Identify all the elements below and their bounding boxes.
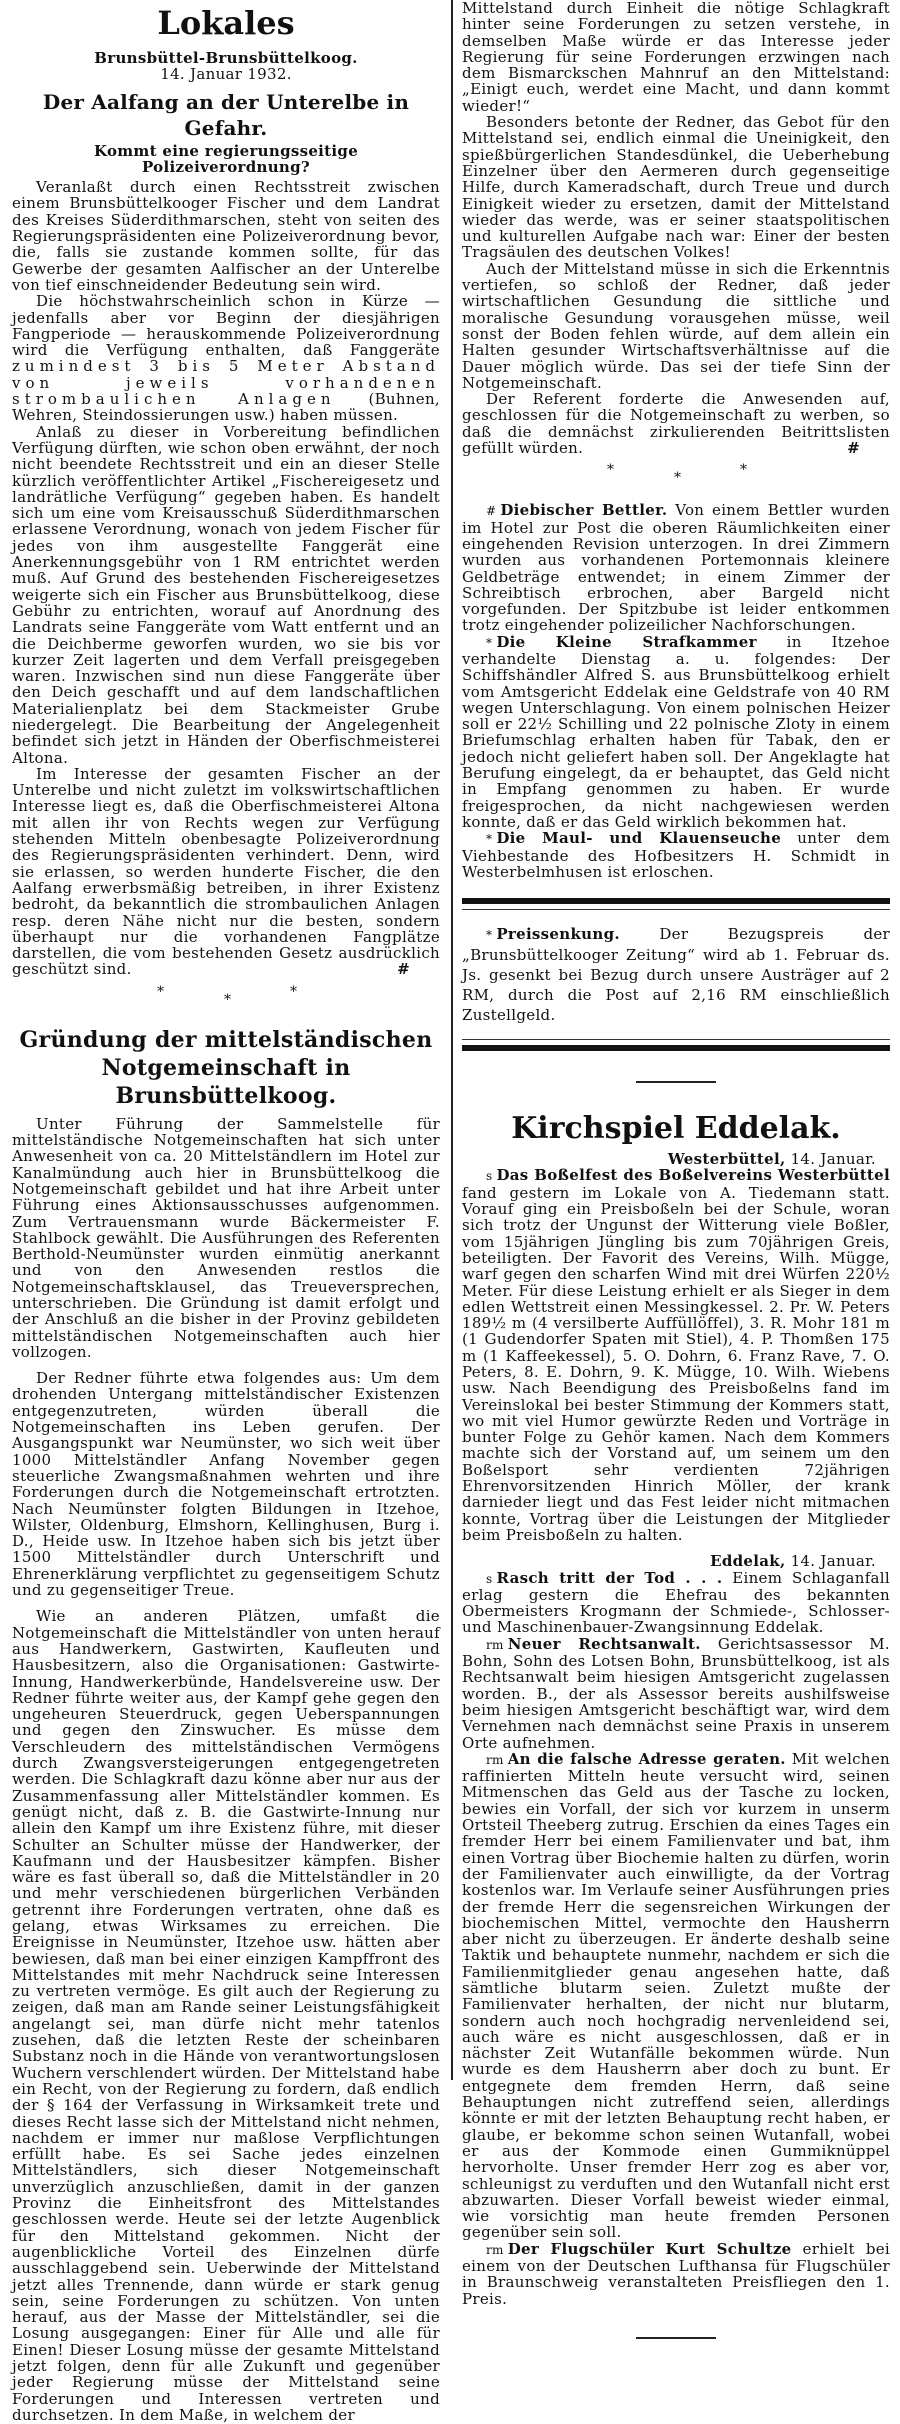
item-text: unter dem Viehbestande des Hofbesitzers H. Schmidt in Westerbelmhusen ist erloschen. <box>462 829 890 881</box>
article-aalfang <box>12 89 440 978</box>
notice-box <box>462 898 890 1051</box>
paragraph <box>12 766 440 978</box>
item-title: Die Kleine Strafkammer <box>496 632 757 651</box>
text: Die höchstwahrscheinlich schon in Kürze — jedenfalls aber vor Beginn der diesjährigen Fangperiode — herauskommende Polizeiverordnung wird die Verfügung enthalten, daß Fanggeräte <box>12 292 440 360</box>
subheadline: Kommt eine regierungsseitige Polizeiverordnung? <box>93 141 359 176</box>
paragraph <box>12 293 440 423</box>
dateline <box>462 1553 876 1569</box>
paragraph: Unter Führung der Sammelstelle für mittelständische Notgemeinschaften hat sich unter Anwesenheit von ca. 20 Mittelständlern im Hotel zur Kanalmündung auch hier in Brunsbüttelkoog die Notgemeinschaft gebildet und hat ihre Arbeit unter Führung eines Aktionsausschusses aufgenommen. Zum Vertrauensmann wurde Bäckermeister F. Stahlbock gewählt. Die Ausführungen des Referenten Berthold-Neumünster wurden einmütig anerkannt und von den Anwesenden restlos die Notgemeinschaftsklausel, das Treueversprechen, unterschrieben. Die Gründung ist damit erfolgt und der Anschluß an die bisher in der Provinz gebildeten mittelständischen Notgemeinschaften auch hier vollzogen. <box>12 1114 440 1361</box>
author-mark: # <box>847 439 860 458</box>
rule <box>462 909 890 910</box>
news-item <box>462 1751 890 2241</box>
rule <box>462 898 890 904</box>
rule <box>462 1039 890 1040</box>
item-mark: * <box>486 832 493 847</box>
item-text: Gerichtsassessor M. Bohn, Sohn des Lotsen Bohn, Brunsbüttelkoog, ist als Rechtsanwalt beim hiesigen Amtsgericht zugelassen worden. B., der als Assessor bereits aushilfsweise beim hiesigen Amtsgericht beschäftigt war, wird dem Vernehmen nach demnächst seine Praxis in unserem Orte aufnehmen. <box>462 1634 890 1752</box>
asterisk: * <box>740 462 748 479</box>
news-item <box>462 634 890 831</box>
item-title: Neuer Rechtsanwalt. <box>507 1634 701 1653</box>
item-mark: s <box>486 1169 493 1184</box>
item-title: Der Flugschüler Kurt Schultze <box>507 2239 792 2258</box>
section-eddelak <box>462 1111 890 2307</box>
notice <box>462 924 890 1025</box>
item-text: fand gestern im Lokale von A. Tiedemann statt. Vorauf ging ein Preisboßeln bei der Schule, woran sich trotz der Ungunst der Witterung viele Boßler, vom 15jährigen Jüngling bis zum 70jährigen Greis, beteiligten. Der Favorit des Vereins, Wilh. Mügge, warf gegen den scharfen Wind mit drei Würfen 220½ Meter. Für diese Leistung erhielt er als Sieger in dem edlen Wettstreit einen Messingkessel. 2. Pr. W. Peters 189½ m (4 versilberte Auffüllöffel), 3. R. Mohr 181 m (1 Gudendorfer Spaten mit Stiel), 4. P. Thomßen 175 m (1 Kaffeekessel), 5. O. Dohrn, 6. Franz Rave, 7. O. Peters, 8. E. Dohrn, 9. K. Mügge, 10. Wilh. Wiebens usw. Nach Beendigung des Preisboßelns fand im Vereinslokal bei bester Stimmung der Kommers statt, wo mit viel Humor gewürzte Reden und Vorträge in bunter Folge zu Gehör kamen. Nach dem Kommers machte sich der Vorstand auf, um seinem um den Boßelsport sehr verdienten 72jährigen Ehrenvorsitzenden Hinrich Möller, der krank darnieder liegt und das Fest leider nicht mitmachen konnte, Vortrag über die Leistungen der Mitglieder beim Preisboßeln zu halten. <box>462 1183 890 1544</box>
item-title: Diebischer Bettler. <box>500 501 668 520</box>
paragraph: Veranlaßt durch einen Rechtsstreit zwischen einem Brunsbüttelkooger Fischer und dem Landrat des Kreises Süderdithmarschen, steht von seiten des Regierungspräsidenten eine Polizeiverordnung bevor, die, falls sie zustande kommen sollte, für das Gewerbe der gesamten Aalfischer an der Unterelbe von tief einschneidender Bedeutung sein wird. <box>12 178 440 294</box>
article-notgemeinschaft <box>12 1026 440 2423</box>
item-text: in Itzehoe verhandelte Dienstag a. u. folgendes: Der Schiffshändler Alfred S. aus Brunsbüttelkoog erhielt vom Amtsgericht Eddelak eine Geldstrafe von 40 RM wegen Unterschlagung. Von einem polnischen Heizer soll er 22½ Schilling und 22 polnische Zloty in einem Briefumschlag erhalten haben für Tabak, den er jedoch nicht geliefert haben soll. Der Angeklagte hat Berufung eingelegt, da er behauptet, das Geld nicht in Empfang genommen zu haben. Er wurde freigesprochen, da nicht nachgewiesen werden konnte, daß er das Geld wirklich bekommen hat. <box>462 632 890 831</box>
item-mark: # <box>486 504 497 519</box>
item-text: erhielt bei einem von der Deutschen Lufthansa für Flugschüler in Braunschweig veranstalteten Preisfliegen den 1. Preis. <box>462 2239 890 2308</box>
news-item <box>462 1636 890 1751</box>
item-title: An die falsche Adresse geraten. <box>507 1749 786 1768</box>
text: Im Interesse der gesamten Fischer an der Unterelbe und nicht zuletzt im volkswirtschaftlichen Interesse liegt es, daß die Oberfischmeisterei Altona mit allen ihr von Rechts wegen zur Verfügung stehenden Mitteln obenbesagte Polizeiverordnung des Regierungspräsidenten verhindert. Denn, wird sie erlassen, so werden hunderte Fischer, die den Aalfang erwerbsmäßig betreiben, in ihrer Existenz bedroht, da bekanntlich die strombaulichen Anlagen resp. deren Nähe nicht nur die besten, sondern überhaupt nur die vorhandenen Fangplätze darstellen, die vom bestehenden Gesetz ausdrücklich geschützt sind. <box>12 764 440 979</box>
notice-text: Der Bezugspreis der „Brunsbüttelkooger Zeitung“ wird ab 1. Februar ds. Js. gesenkt bei Bezug durch unsere Austräger auf 2 RM, durch die Post auf 2,16 RM einschließlich Zustellgeld. <box>462 925 890 1025</box>
right-column <box>462 0 890 2367</box>
paragraph: Auch der Mittelstand müsse in sich die Erkenntnis vertiefen, so schloß der Redner, daß jeder wirtschaftlichen Gesundung die sittliche und moralische Gesundung vorausgehen müsse, weil sonst der Boden fehlen würde, auf dem allein ein Halten gesunder Wirtschaftsverhältnisse auf die Dauer möglich würde. Das sei der tiefe Sinn der Notgemeinschaft. <box>462 259 890 392</box>
item-title: Die Maul- und Klauenseuche <box>496 829 782 848</box>
item-text: Von einem Bettler wurden im Hotel zur Post die oberen Räumlichkeiten einer eingehenden Revision unterzogen. In drei Zimmern wurden aus vorhandenen Portemonnais kleinere Geldbeträge entwendet; in einem Zimmer der Schreibtisch erbrochen, aber Bargeld nicht vorgefunden. Der Spitzbube ist leider entkommen trotz eingehender polizeilicher Nachforschungen. <box>462 501 890 635</box>
column-rule <box>451 0 453 2080</box>
news-item <box>462 1167 890 1543</box>
rule <box>462 1045 890 1051</box>
item-mark: * <box>486 928 493 943</box>
spaced-text: zumindest 3 bis 5 Meter Abstand von jeweils vorhandenen strombaulichen Anlagen <box>12 357 440 409</box>
item-title: Das Boßelfest des Boßelvereins Westerbüttel <box>496 1166 890 1185</box>
item-title: Rasch tritt der Tod . . . <box>496 1568 723 1587</box>
item-mark: rm <box>486 2242 504 2257</box>
asterisk: * <box>674 470 682 487</box>
news-item <box>462 2241 890 2307</box>
headline: Gründung der mittelständischen Notgemeinschaft in Brunsbüttelkoog. <box>19 1026 433 1109</box>
item-text: Mit welchen raffinierten Mitteln heute versucht wird, seinen Mitmenschen das Geld aus der Tasche zu locken, bewies ein Vorfall, der sich vor kurzem in unserm Ortsteil Theeberg zutrug. Erschien da eines Tages ein fremder Herr bei einem Familienvater und bat, ihm einen Vortrag über Biochemie halten zu dürfen, worin der Familienvater auch einwilligte, da der Vortrag kostenlos war. Im Verlaufe seiner Ausführungen pries der fremde Herr die segensreichen Wirkungen der biochemischen Mittel, vermochte den Hausherrn aber nicht zu überzeugen. Er änderte deshalb seine Taktik und behauptete nunmehr, nachdem er sich die Familienmitglieder genau angesehen hatte, daß sämtliche blutarm seien. Zuletzt mußte der Familienvater herhalten, der nicht nur blutarm, sondern auch noch hochgradig nervenleidend sei, auch wäre es nicht ausgeschlossen, daß er in nächster Zeit Wutanfälle bekommen würde. Nun wurde es dem Hausherrn aber doch zu bunt. Er entgegnete dem fremden Herrn, daß seine Behauptungen nicht zutreffend seien, allerdings könnte er mit der letzten Behauptung recht haben, er glaube, er bekomme schon seinen Wutanfall, wobei er aus der Kommode einen Gummiknüppel hervorholte. Unser fremder Herr zog es aber vor, schleunigst zu verduften und den Wutanfall nicht erst abzuwarten. Dieser Vorfall beweist wieder einmal, wie vorsichtig man heute fremden Personen gegenüber sein soll. <box>462 1749 890 2242</box>
dateline-date: 14. Januar. <box>790 1150 876 1169</box>
asterisk: * <box>290 983 298 1000</box>
asterisk: * <box>157 983 165 1000</box>
short-rule <box>636 2337 716 2339</box>
paragraph-continued: Mittelstand durch Einheit die nötige Schlagkraft hinter seine Forderungen zu setzen verstehe, in demselben Maße würde er das Interesse jeder Regierung für seine Forderungen erzwingen nach dem Bismarckschen Mahnruf an den Mittelstand: „Einigt euch, werdet eine Macht, und dann kommt wieder!“ <box>462 0 890 115</box>
paragraph: Wie an anderen Plätzen, umfaßt die Notgemeinschaft die Mittelständler von unten herauf aus Handwerkern, Gastwirten, Kaufleuten und Hausbesitzern, also die Organisationen: Gastwirte-Innung, Handwerkerbünde, Handelsvereine usw. Der Redner führte weiter aus, der Kampf gehe gegen den ungeheuren Steuerdruck, gegen Ueberspannungen und gegen den Zinswucher. Es müsse dem Verschleudern des mittelständischen Vermögens durch Zwangsversteigerungen entgegengetreten werden. Die Schlagkraft dazu könne aber nur aus der Zusammenfassung aller Mittelständler kommen. Es genügt nicht, daß z. B. die Gastwirte-Innung nur allein den Kampf um ihre Existenz führe, mit dieser Schulter an Schulter müsse der Handwerker, der Kaufmann und der Hausbesitzer kämpfen. Bisher wäre es fast überall so, daß die Mittelständler in 20 und mehr verschiedenen bürgerlichen Verbänden getrennt ihre Forderungen vertraten, ohne daß es gelang, etwas Wirksames zu erreichen. Die Ereignisse in Neumünster, Itzehoe usw. hätten aber bewiesen, daß man bei einer einzigen Kampffront des Mittelstandes mit mehr Nachdruck seine Interessen zu vertreten vermöge. Es gilt auch der Regierung zu zeigen, daß man am Rande seiner Leistungsfähigkeit angelangt sei, man dürfe nicht mehr tatenlos zusehen, daß die letzten Reste der scheinbaren Substanz noch in die Hände von verantwortungslosen Wuchern verschlendert würden. Der Mittelstand habe ein Recht, von der Regierung zu fordern, daß endlich der § 164 der Verfassung in Wirksamkeit trete und dieses Recht lasse sich der Mittelstand nicht nehmen, nachdem er immer nur maßlose Verpflichtungen erfüllt habe. Es sei Sache jedes einzelnen Mittelständlers, sich dieser Notgemeinschaft unverzüglich anzuschließen, damit in der ganzen Provinz die Einheitsfront des Mittelstandes geschlossen werde. Heute sei der letzte Augenblick für den Mittelstand gekommen. Nicht der augenblickliche Vorteil des Einzelnen dürfe ausschlaggebend sein. Ueberwinde der Mittelstand jetzt alles Trennende, dann würde er stark genug sein, seine Forderungen zu schützen. Von unten herauf, aus der Masse der Mittelständler, sei die Losung ausgegangen: Einer für Alle und alle für Einen! Dieser Losung müsse der gesamte Mittelstand jetzt folgen, denn für alle Zukunft und gegenüber jeder Regierung müsse der Mittelstand seine Forderungen und Interessen vertreten und durchsetzen. In dem Maße, in welchem der <box>12 1607 440 2424</box>
section-title: Kirchspiel Eddelak. <box>511 1111 841 1147</box>
short-rule <box>636 1081 716 1083</box>
text: Der Referent forderte die Anwesenden auf, geschlossen für die Notgemeinschaft zu werben, so daß die demnächst zirkulierenden Beitrittslisten gefüllt würden. <box>462 390 890 458</box>
author-mark: # <box>397 960 410 979</box>
paragraph: Der Redner führte etwa folgendes aus: Um dem drohenden Untergang mittelständischer Existenzen entgegenzutreten, würden überall die Notgemeinschaften ins Leben gerufen. Der Ausgangspunkt war Neumünster, wo sich weit über 1000 Mittelständler Anfang November gegen steuerliche Zwangsmaßnahmen wehrten und ihre Forderungen durch die Notgemeinschaft ertrotzten. Nach Neumünster folgten Bildungen in Itzehoe, Wilster, Oldenburg, Elmshorn, Kellinghusen, Burg i. D., Heide usw. In Itzehoe haben sich bis jetzt über 1500 Mittelständler durch Unterschrift und Ehrenerklärung verpflichtet zu gegenseitigem Schutz und zu gegenseitiger Treue. <box>12 1369 440 1600</box>
item-mark: rm <box>486 1752 504 1767</box>
section-separator <box>462 460 890 494</box>
paragraph: Anlaß zu dieser in Vorbereitung befindlichen Verfügung dürften, wie schon oben erwähnt, der noch nicht beendete Rechtsstreit und ein an dieser Stelle kürzlich veröffentlichter Artikel „Fischereigesetz und landrätliche Verfügung“ gegeben haben. Es handelt sich um eine vom Kreisausschuß Süderdithmarschen erlassene Verordnung, wonach von jedem Fischer für jedes von ihm ausgestellte Fanggerät eine Anerkennungsgebühr von 1 RM entrichtet werden muß. Auf Grund des bestehenden Fischereigesetzes weigerte sich ein Fischer aus Brunsbüttelkoog, diese Gebühr zu entrichten, worauf auf Anordnung des Landrats seine Fanggeräte vom Watt entfernt und an die Deichberme geworfen wurden, wo sie bis vor kurzer Zeit lagerten und dem Verfall preisgegeben waren. Inzwischen sind nun diese Fanggeräte über den Deich geschafft und auf dem landschaftlichen Materialienplatz bei dem Stackmeister Grube niedergelegt. Die Bearbeitung der Angelegenheit befindet sich jetzt in Händen der Oberfischmeisterei Altona. <box>12 422 440 767</box>
dateline-place: Westerbüttel, <box>667 1150 786 1169</box>
dateline-date: 14. Januar. <box>790 1552 876 1571</box>
item-text: Einem Schlaganfall erlag gestern die Ehefrau des bekannten Obermeisters Krogmann der Schmiede-, Schlosser- und Maschinenbauer-Zwangsinnung Eddelak. <box>462 1568 890 1637</box>
dateline-date: 14. Januar 1932. <box>160 65 292 84</box>
news-item <box>462 1570 890 1636</box>
asterisk: * <box>224 991 232 1008</box>
section-title: Lokales <box>157 4 295 42</box>
dateline <box>462 1151 876 1167</box>
news-item <box>462 502 890 633</box>
paragraph: Besonders betonte der Redner, das Gebot für den Mittelstand sei, endlich einmal die Uneinigkeit, den spießbürgerlichen Standesdünkel, die Ueberhebung Einzelner über den Aermeren durch gegenseitige Hilfe, durch Kameradschaft, durch Treue und durch Einigkeit wieder zu ersetzen, damit der Mittelstand wieder das werde, was er seiner staatspolitischen und kulturellen Aufgabe nach war: Einer der besten Tragsäulen des deutschen Volkes! <box>462 113 890 262</box>
dateline-place: Brunsbüttel-Brunsbüttelkoog. <box>94 49 358 67</box>
item-mark: rm <box>486 1637 504 1652</box>
paragraph <box>462 391 890 456</box>
left-column <box>12 0 440 2423</box>
item-mark: * <box>486 635 493 650</box>
notice-title: Preissenkung. <box>496 925 620 944</box>
headline: Der Aalfang an der Unterelbe in Gefahr. <box>42 89 410 140</box>
item-mark: s <box>486 1571 493 1586</box>
dateline-place: Eddelak, <box>710 1552 786 1571</box>
text: (Buhnen, Wehren, Steindossierungen usw.) haben müssen. <box>12 390 440 425</box>
section-separator <box>12 982 440 1016</box>
asterisk: * <box>607 462 615 479</box>
news-item <box>462 830 890 880</box>
